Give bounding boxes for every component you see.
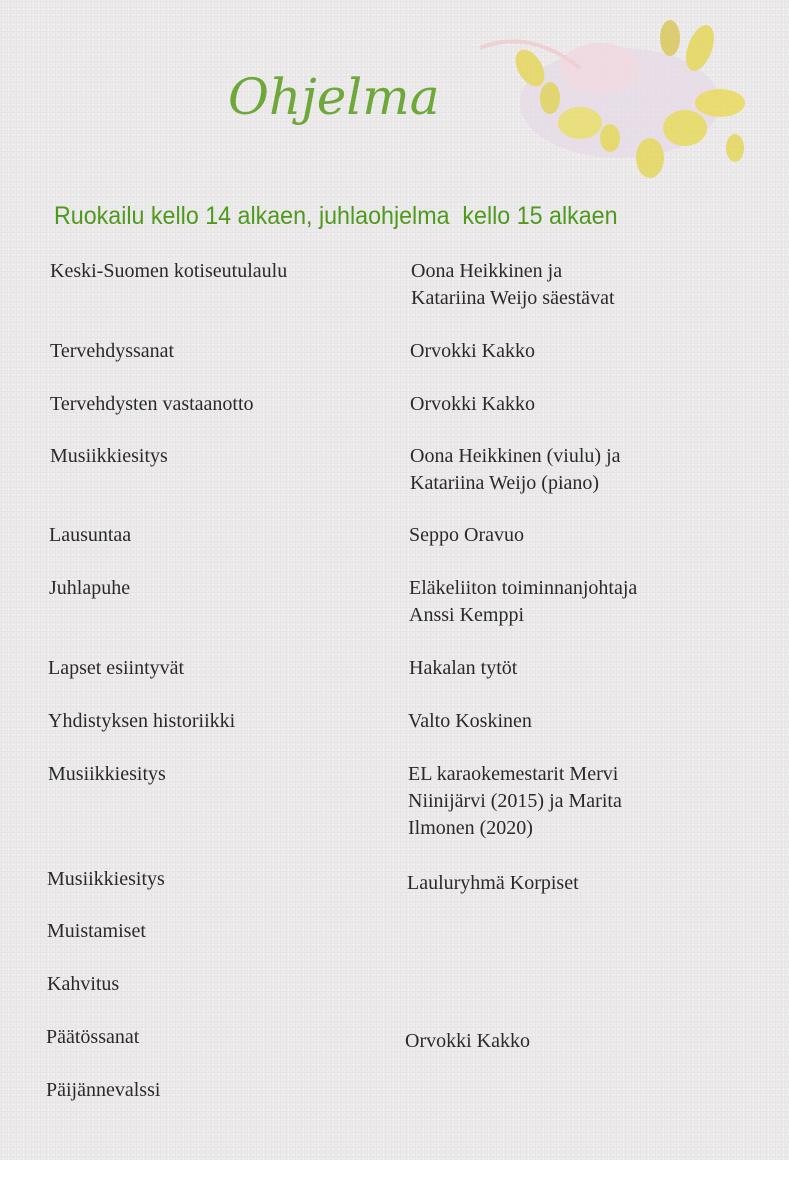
program-performer: EL karaokemestarit Mervi — [408, 763, 619, 785]
program-performer: Eläkeliiton toiminnanjohtaja — [409, 577, 638, 599]
program-performer: Katariina Weijo säestävat — [411, 287, 615, 309]
program-performer: Seppo Oravuo — [409, 524, 524, 546]
program-item: Päijännevalssi — [46, 1079, 161, 1101]
program-item: Keski-Suomen kotiseutulaulu — [50, 260, 288, 282]
program-performer: Oona Heikkinen ja — [411, 260, 563, 282]
program-item: Tervehdysten vastaanotto — [50, 393, 254, 415]
program-performer: Ilmonen (2020) — [408, 817, 533, 839]
program-item: Lausuntaa — [49, 524, 132, 546]
program-item: Tervehdyssanat — [50, 340, 175, 362]
program-performer: Hakalan tytöt — [409, 657, 518, 679]
program-performer: Niinijärvi (2015) ja Marita — [408, 790, 622, 812]
program-item: Musiikkiesitys — [50, 445, 168, 467]
program-item: Muistamiset — [47, 920, 146, 942]
schedule-subtitle: Ruokailu kello 14 alkaen, juhlaohjelma kello 15 alkaen — [54, 202, 618, 230]
program-performer: Anssi Kemppi — [409, 604, 524, 626]
program-item: Päätössanat — [46, 1026, 140, 1048]
flower-decoration-icon — [470, 8, 789, 188]
program-performer: Katariina Weijo (piano) — [410, 472, 600, 494]
program-performer: Orvokki Kakko — [410, 340, 535, 362]
program-item: Kahvitus — [47, 973, 120, 995]
program-item: Yhdistyksen historiikki — [48, 710, 236, 732]
page-title: Ohjelma — [228, 68, 440, 126]
program-performer: Orvokki Kakko — [405, 1030, 530, 1052]
program-performer: Oona Heikkinen (viulu) ja — [410, 445, 621, 467]
program-item: Musiikkiesitys — [48, 763, 166, 785]
program-performer: Lauluryhmä Korpiset — [407, 872, 579, 894]
program-performer: Valto Koskinen — [408, 710, 532, 732]
program-performer: Orvokki Kakko — [410, 393, 535, 415]
program-item: Musiikkiesitys — [47, 868, 165, 890]
program-item: Juhlapuhe — [49, 577, 131, 599]
program-item: Lapset esiintyvät — [48, 657, 185, 679]
